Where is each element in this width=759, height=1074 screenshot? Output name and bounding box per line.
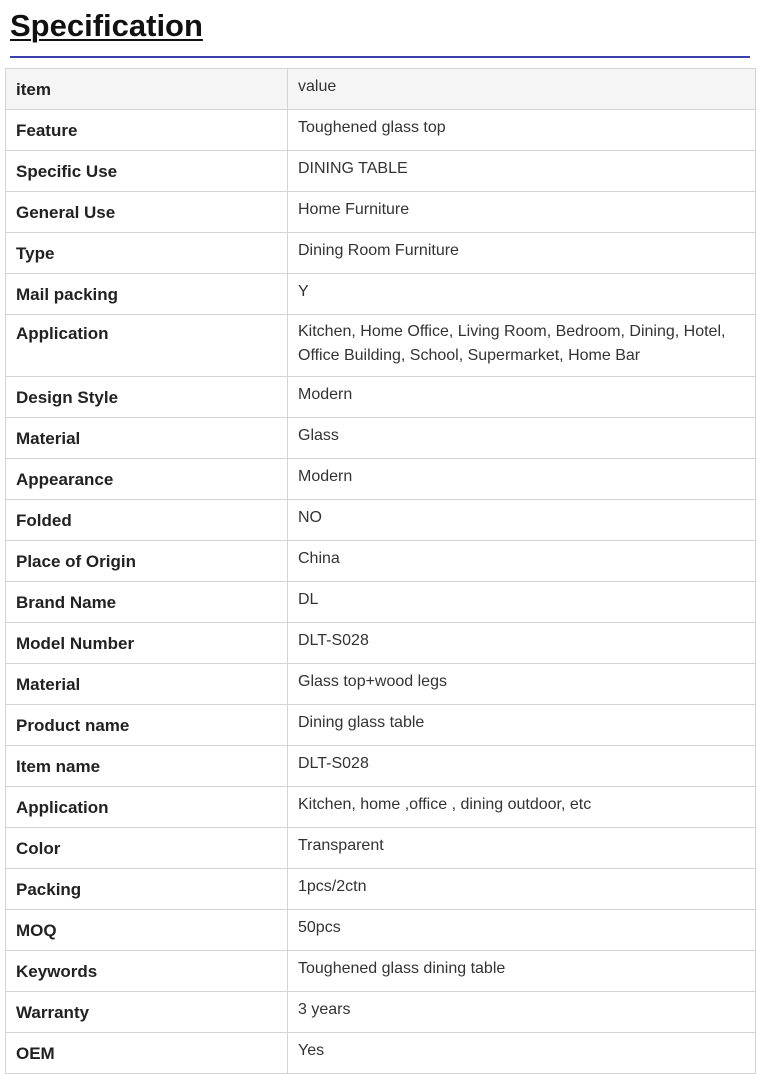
table-row	[6, 151, 756, 192]
row-value: Toughened glass top	[288, 110, 756, 151]
table-row	[6, 910, 756, 951]
table-row	[6, 192, 756, 233]
table-row	[6, 500, 756, 541]
row-value: DLT-S028	[288, 623, 756, 664]
row-key: Application	[6, 315, 288, 377]
row-key: Design Style	[6, 377, 288, 418]
row-key: Keywords	[6, 951, 288, 992]
table-row	[6, 377, 756, 418]
row-key: Mail packing	[6, 274, 288, 315]
row-value: DINING TABLE	[288, 151, 756, 192]
table-row	[6, 418, 756, 459]
row-value: Modern	[288, 377, 756, 418]
title-divider	[10, 56, 750, 58]
row-value: Glass top+wood legs	[288, 664, 756, 705]
row-key: Specific Use	[6, 151, 288, 192]
table-row	[6, 1033, 756, 1074]
table-row	[6, 459, 756, 500]
table-row	[6, 541, 756, 582]
row-value: 3 years	[288, 992, 756, 1033]
row-value: DLT-S028	[288, 746, 756, 787]
table-row	[6, 233, 756, 274]
row-key: General Use	[6, 192, 288, 233]
row-value: Kitchen, Home Office, Living Room, Bedroom, Dining, Hotel, Office Building, School, Supermarket, Home Bar	[288, 315, 756, 377]
row-key: Brand Name	[6, 582, 288, 623]
row-key: Warranty	[6, 992, 288, 1033]
table-row	[6, 623, 756, 664]
row-value: Toughened glass dining table	[288, 951, 756, 992]
table-row	[6, 992, 756, 1033]
row-key: Application	[6, 787, 288, 828]
row-key: MOQ	[6, 910, 288, 951]
table-row	[6, 746, 756, 787]
row-value: NO	[288, 500, 756, 541]
row-key: Place of Origin	[6, 541, 288, 582]
row-value: China	[288, 541, 756, 582]
row-value: Dining glass table	[288, 705, 756, 746]
row-key: Material	[6, 664, 288, 705]
row-key: Model Number	[6, 623, 288, 664]
row-key: Color	[6, 828, 288, 869]
table-row	[6, 951, 756, 992]
row-value: Yes	[288, 1033, 756, 1074]
specification-table	[5, 68, 756, 1074]
row-value: Kitchen, home ,office , dining outdoor, etc	[288, 787, 756, 828]
row-key: Item name	[6, 746, 288, 787]
table-row	[6, 787, 756, 828]
page-title: Specification	[10, 8, 203, 43]
row-value: Modern	[288, 459, 756, 500]
row-key: Folded	[6, 500, 288, 541]
row-value: Home Furniture	[288, 192, 756, 233]
table-row	[6, 664, 756, 705]
row-key: Material	[6, 418, 288, 459]
row-key: OEM	[6, 1033, 288, 1074]
row-value: Transparent	[288, 828, 756, 869]
row-value: DL	[288, 582, 756, 623]
row-value: 1pcs/2ctn	[288, 869, 756, 910]
row-key: Appearance	[6, 459, 288, 500]
table-header-row	[6, 69, 756, 110]
table-row	[6, 828, 756, 869]
row-value: 50pcs	[288, 910, 756, 951]
header-cell-value: value	[288, 69, 756, 110]
row-key: Type	[6, 233, 288, 274]
row-value: Y	[288, 274, 756, 315]
header-cell-item: item	[6, 69, 288, 110]
row-value: Dining Room Furniture	[288, 233, 756, 274]
row-key: Product name	[6, 705, 288, 746]
table-row	[6, 705, 756, 746]
row-key: Feature	[6, 110, 288, 151]
table-row	[6, 869, 756, 910]
table-row	[6, 315, 756, 377]
table-row	[6, 582, 756, 623]
table-row	[6, 274, 756, 315]
row-key: Packing	[6, 869, 288, 910]
table-row	[6, 110, 756, 151]
row-value: Glass	[288, 418, 756, 459]
